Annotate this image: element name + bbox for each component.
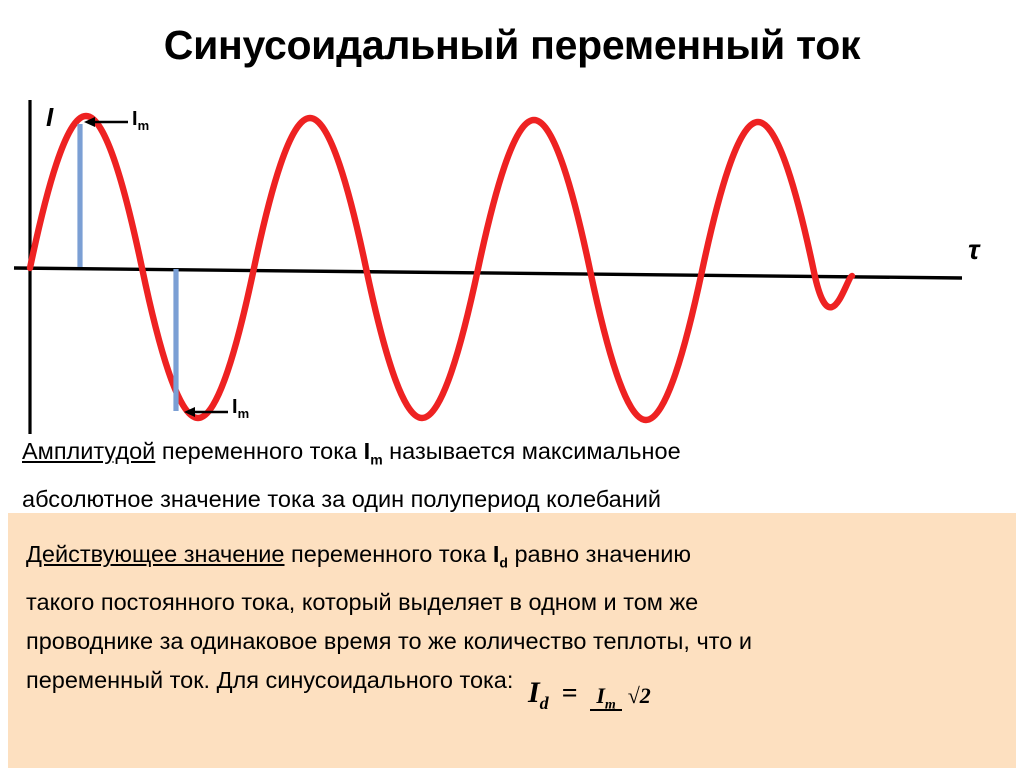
amplitude-label-positive-subscript: m <box>137 118 150 133</box>
page-title: Синусоидальный переменный ток <box>163 22 861 68</box>
rms-definition-line-4-text: переменный ток. Для синусоидального тока: <box>26 666 514 693</box>
x-axis-label: τ <box>968 234 980 265</box>
rms-symbol <box>492 541 508 571</box>
rms-text-2: равно значению <box>507 541 692 567</box>
amplitude-label-negative-symbol: I <box>232 396 238 418</box>
y-axis-label: I <box>46 102 54 132</box>
rms-definition-block <box>8 513 1016 768</box>
rms-symbol-letter: I <box>492 541 500 567</box>
amplitude-definition-paragraph <box>22 432 1002 519</box>
rms-formula-lhs-letter: I <box>527 675 540 709</box>
chart-svg <box>0 86 1024 436</box>
rms-symbol-subscript: d <box>499 554 508 571</box>
amplitude-definition-line-2: абсолютное значение тока за один полупериод колебаний <box>22 485 661 512</box>
sqrt-icon: √ <box>627 682 640 708</box>
amplitude-text-1: переменного тока <box>155 438 364 464</box>
amplitude-label-positive <box>132 108 149 133</box>
rms-definition-line-2: такого постоянного тока, который выделяет в одном и том же <box>26 588 699 615</box>
x-axis <box>14 268 962 278</box>
rms-formula <box>528 673 651 723</box>
rms-formula-denominator-value: 2 <box>639 682 651 708</box>
sine-wave-diagram <box>0 86 1024 436</box>
amplitude-term: Амплитудой <box>22 438 156 464</box>
rms-text-1: переменного тока <box>284 541 493 567</box>
rms-formula-equals: = <box>561 677 578 709</box>
rms-formula-denominator <box>628 682 651 708</box>
rms-formula-numerator-subscript: m <box>604 697 616 713</box>
rms-term: Действующее значение <box>26 541 285 567</box>
amplitude-label-negative <box>232 396 249 421</box>
rms-formula-lhs-subscript: d <box>539 692 549 713</box>
rms-formula-fraction <box>590 677 650 716</box>
amplitude-symbol-letter: I <box>363 438 371 464</box>
rms-formula-numerator-letter: I <box>596 682 605 708</box>
amplitude-symbol-subscript: m <box>370 451 383 468</box>
amplitude-text-2: называется максимальное <box>382 438 681 464</box>
amplitude-label-positive-symbol: I <box>132 108 138 130</box>
amplitude-definition-line-1 <box>22 432 1002 480</box>
rms-definition-line-4 <box>26 661 996 723</box>
rms-formula-lhs <box>527 675 549 713</box>
amplitude-symbol <box>363 438 383 468</box>
rms-formula-numerator <box>590 683 621 711</box>
rms-definition-line-3: проводнике за одинаковое время то же количество теплоты, что и <box>26 627 752 654</box>
rms-definition-line-1 <box>26 535 996 583</box>
amplitude-label-negative-subscript: m <box>237 406 250 421</box>
